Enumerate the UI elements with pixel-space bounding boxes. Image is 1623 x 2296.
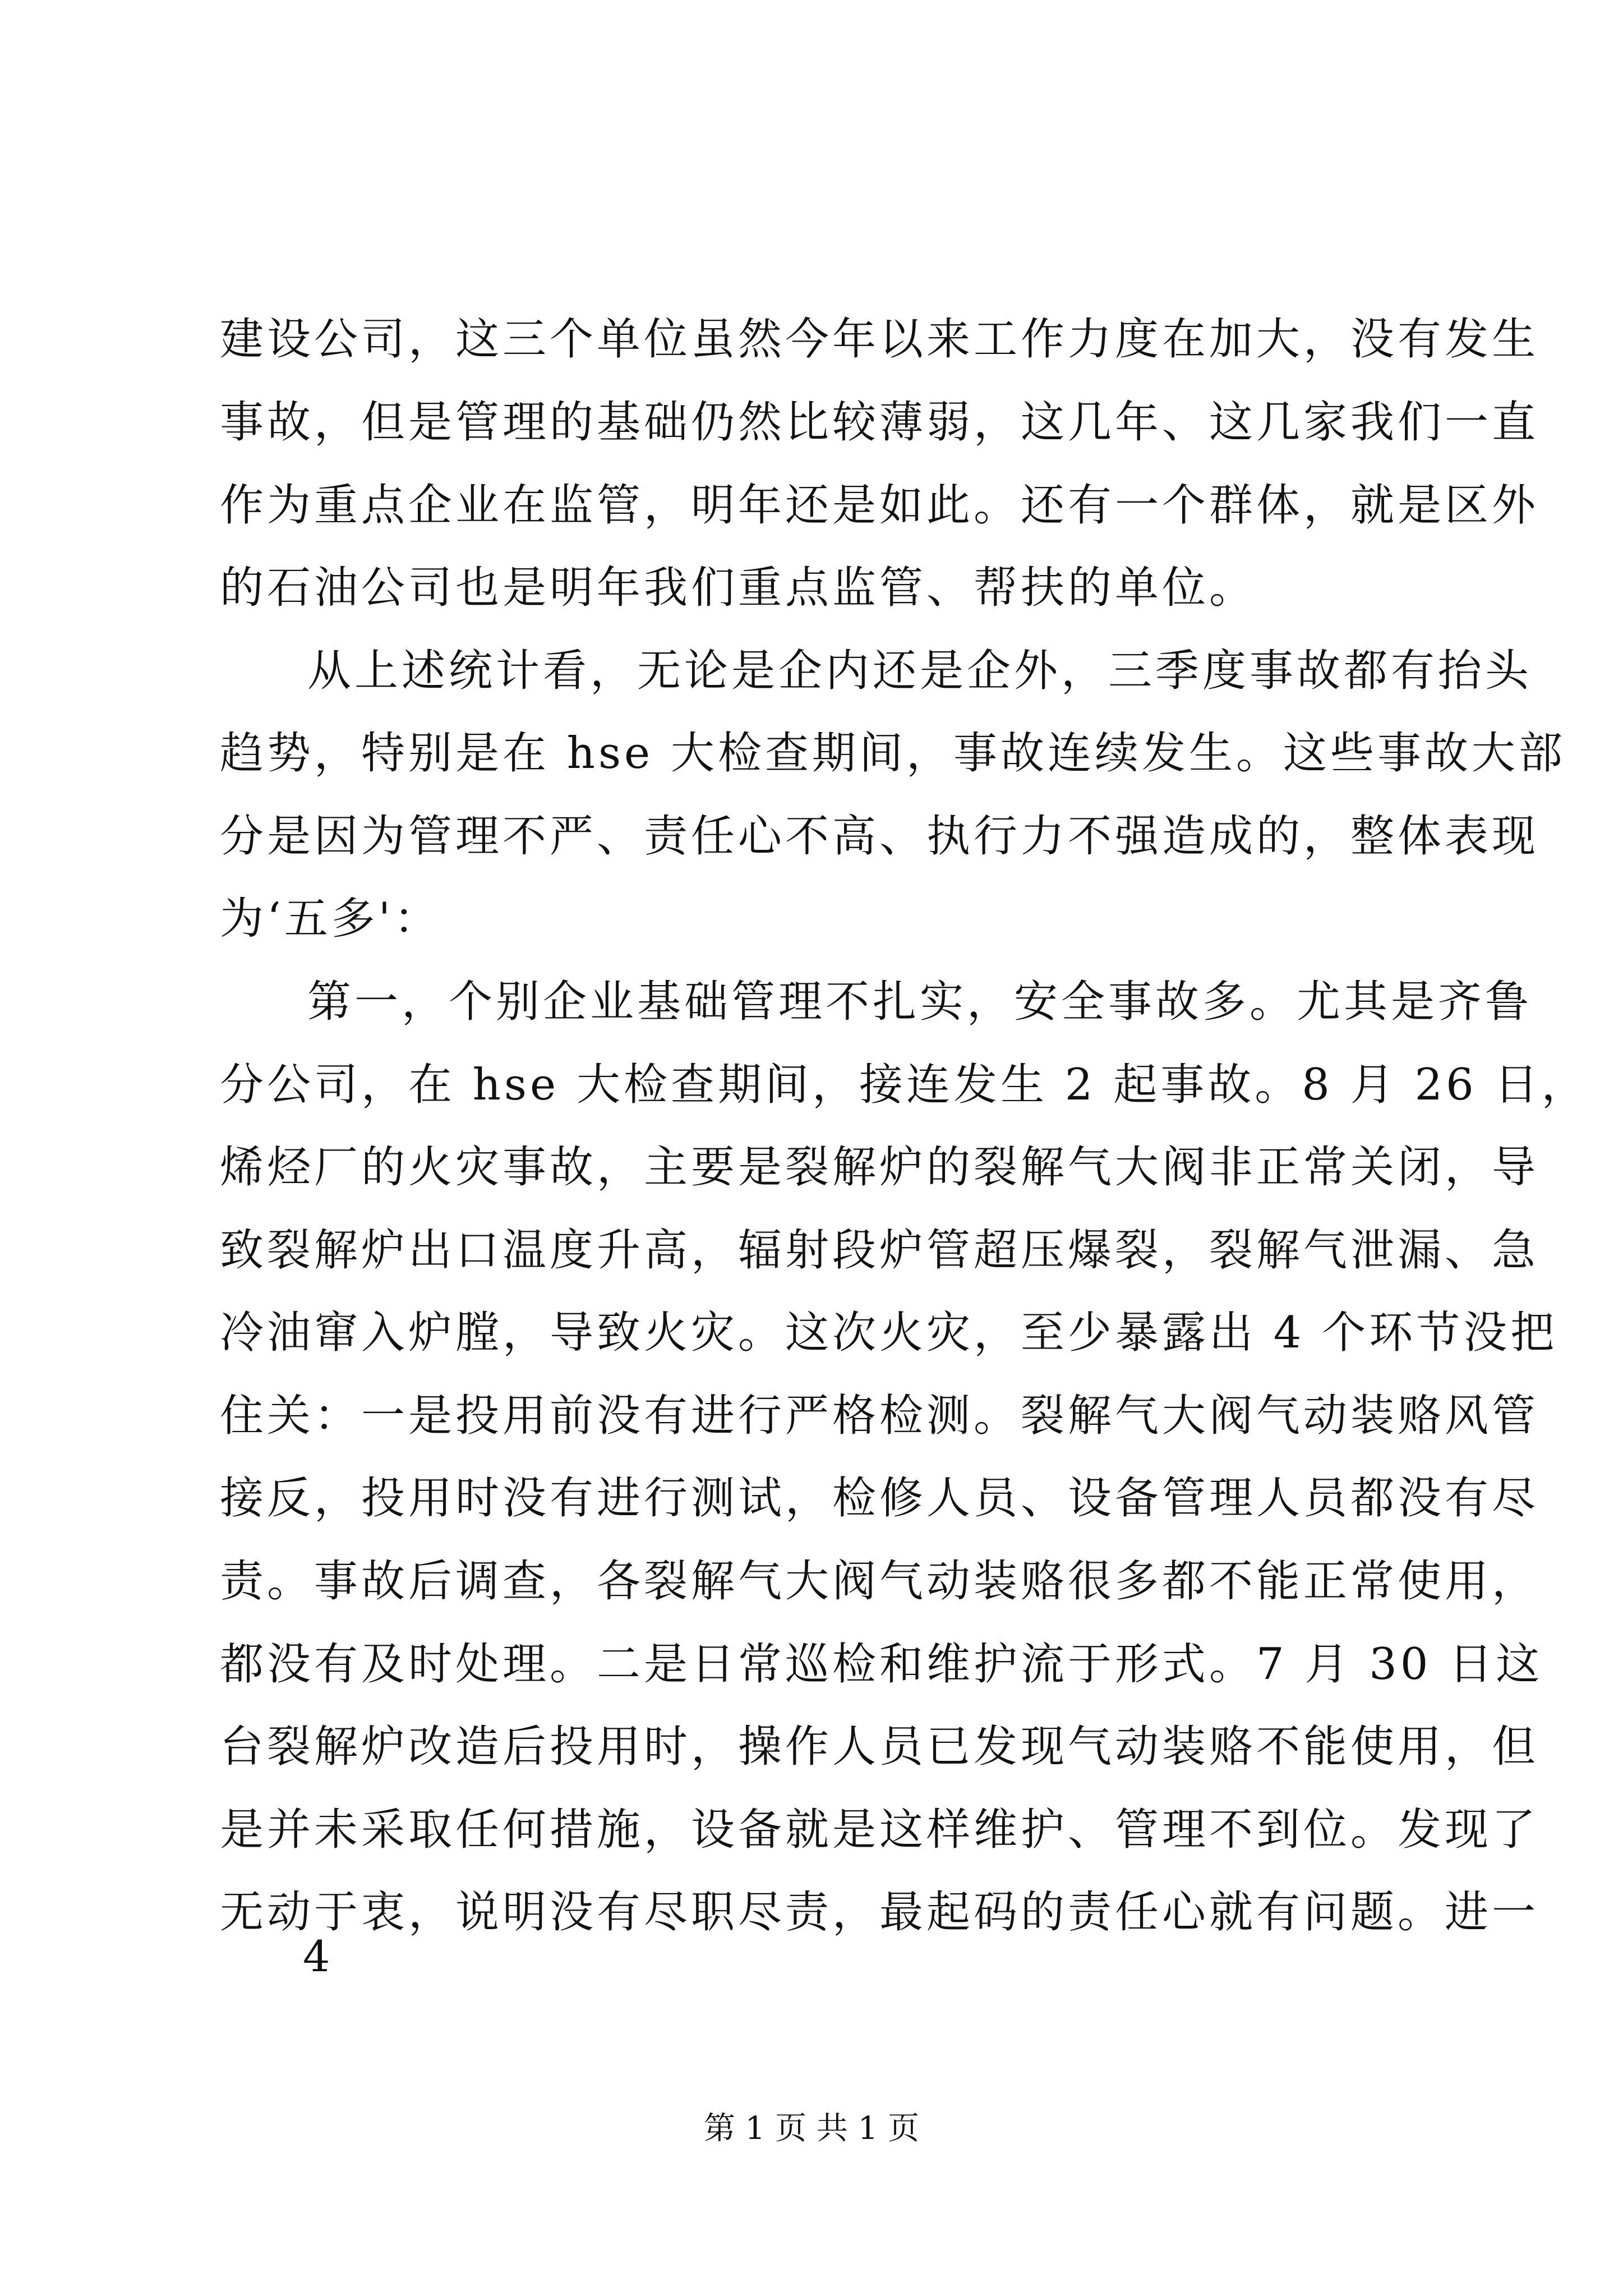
text-line: 是并未采取任何措施，设备就是这样维护、管理不到位。发现了 xyxy=(220,1805,1539,1855)
text-line: 作为重点企业在监管，明年还是如此。还有一个群体，就是区外 xyxy=(220,480,1539,531)
text-line: 为‘五多'： xyxy=(220,894,441,944)
text-line: 都没有及时处理。二是日常巡检和维护流于形式。7 月 30 日这 xyxy=(220,1639,1543,1690)
paragraph-start-line: 从上述统计看，无论是企内还是企外，三季度事故都有抬头 xyxy=(307,646,1533,696)
text-line: 分是因为管理不严、责任心不高、执行力不强造成的，整体表现 xyxy=(220,811,1539,862)
text-line: 建设公司，这三个单位虽然今年以来工作力度在加大，没有发生 xyxy=(220,314,1539,365)
text-line: 接反，投用时没有进行测试，检修人员、设备管理人员都没有尽 xyxy=(220,1473,1539,1524)
text-line: 烯烃厂的火灾事故，主要是裂解炉的裂解气大阀非正常关闭，导 xyxy=(220,1142,1539,1193)
text-line: 责。事故后调查，各裂解气大阀气动装赂很多都不能正常使用， xyxy=(220,1556,1539,1607)
text-line: 台裂解炉改造后投用时，操作人员已发现气动装赂不能使用，但 xyxy=(220,1722,1539,1772)
text-line: 事故，但是管理的基础仍然比较薄弱，这几年、这几家我们一直 xyxy=(220,397,1539,448)
text-line: 趋势，特别是在 hse 大检查期间，事故连续发生。这些事故大部 xyxy=(220,728,1566,779)
text-line: 住关：一是投用前没有进行严格检测。裂解气大阀气动装赂风管 xyxy=(220,1391,1539,1441)
paragraph-start-line: 第一，个别企业基础管理不扎实，安全事故多。尤其是齐鲁 xyxy=(307,977,1533,1027)
text-line: 致裂解炉出口温度升高，辐射段炉管超压爆裂，裂解气泄漏、急 xyxy=(220,1225,1539,1276)
text-line: 分公司，在 hse 大检查期间，接连发生 2 起事故。8 月 26 日， xyxy=(220,1060,1589,1110)
page-footer: 第 1 页 共 1 页 xyxy=(703,2110,920,2147)
text-line: 的石油公司也是明年我们重点监管、帮扶的单位。 xyxy=(220,563,1257,613)
text-line: 冷油窜入炉膛，导致火灾。这次火灾，至少暴露出 4 个环节没把 xyxy=(220,1308,1558,1358)
page-number: 4 xyxy=(303,1931,330,1981)
text-line: 无动于衷，说明没有尽职尽责，最起码的责任心就有问题。进一 xyxy=(220,1887,1539,1938)
